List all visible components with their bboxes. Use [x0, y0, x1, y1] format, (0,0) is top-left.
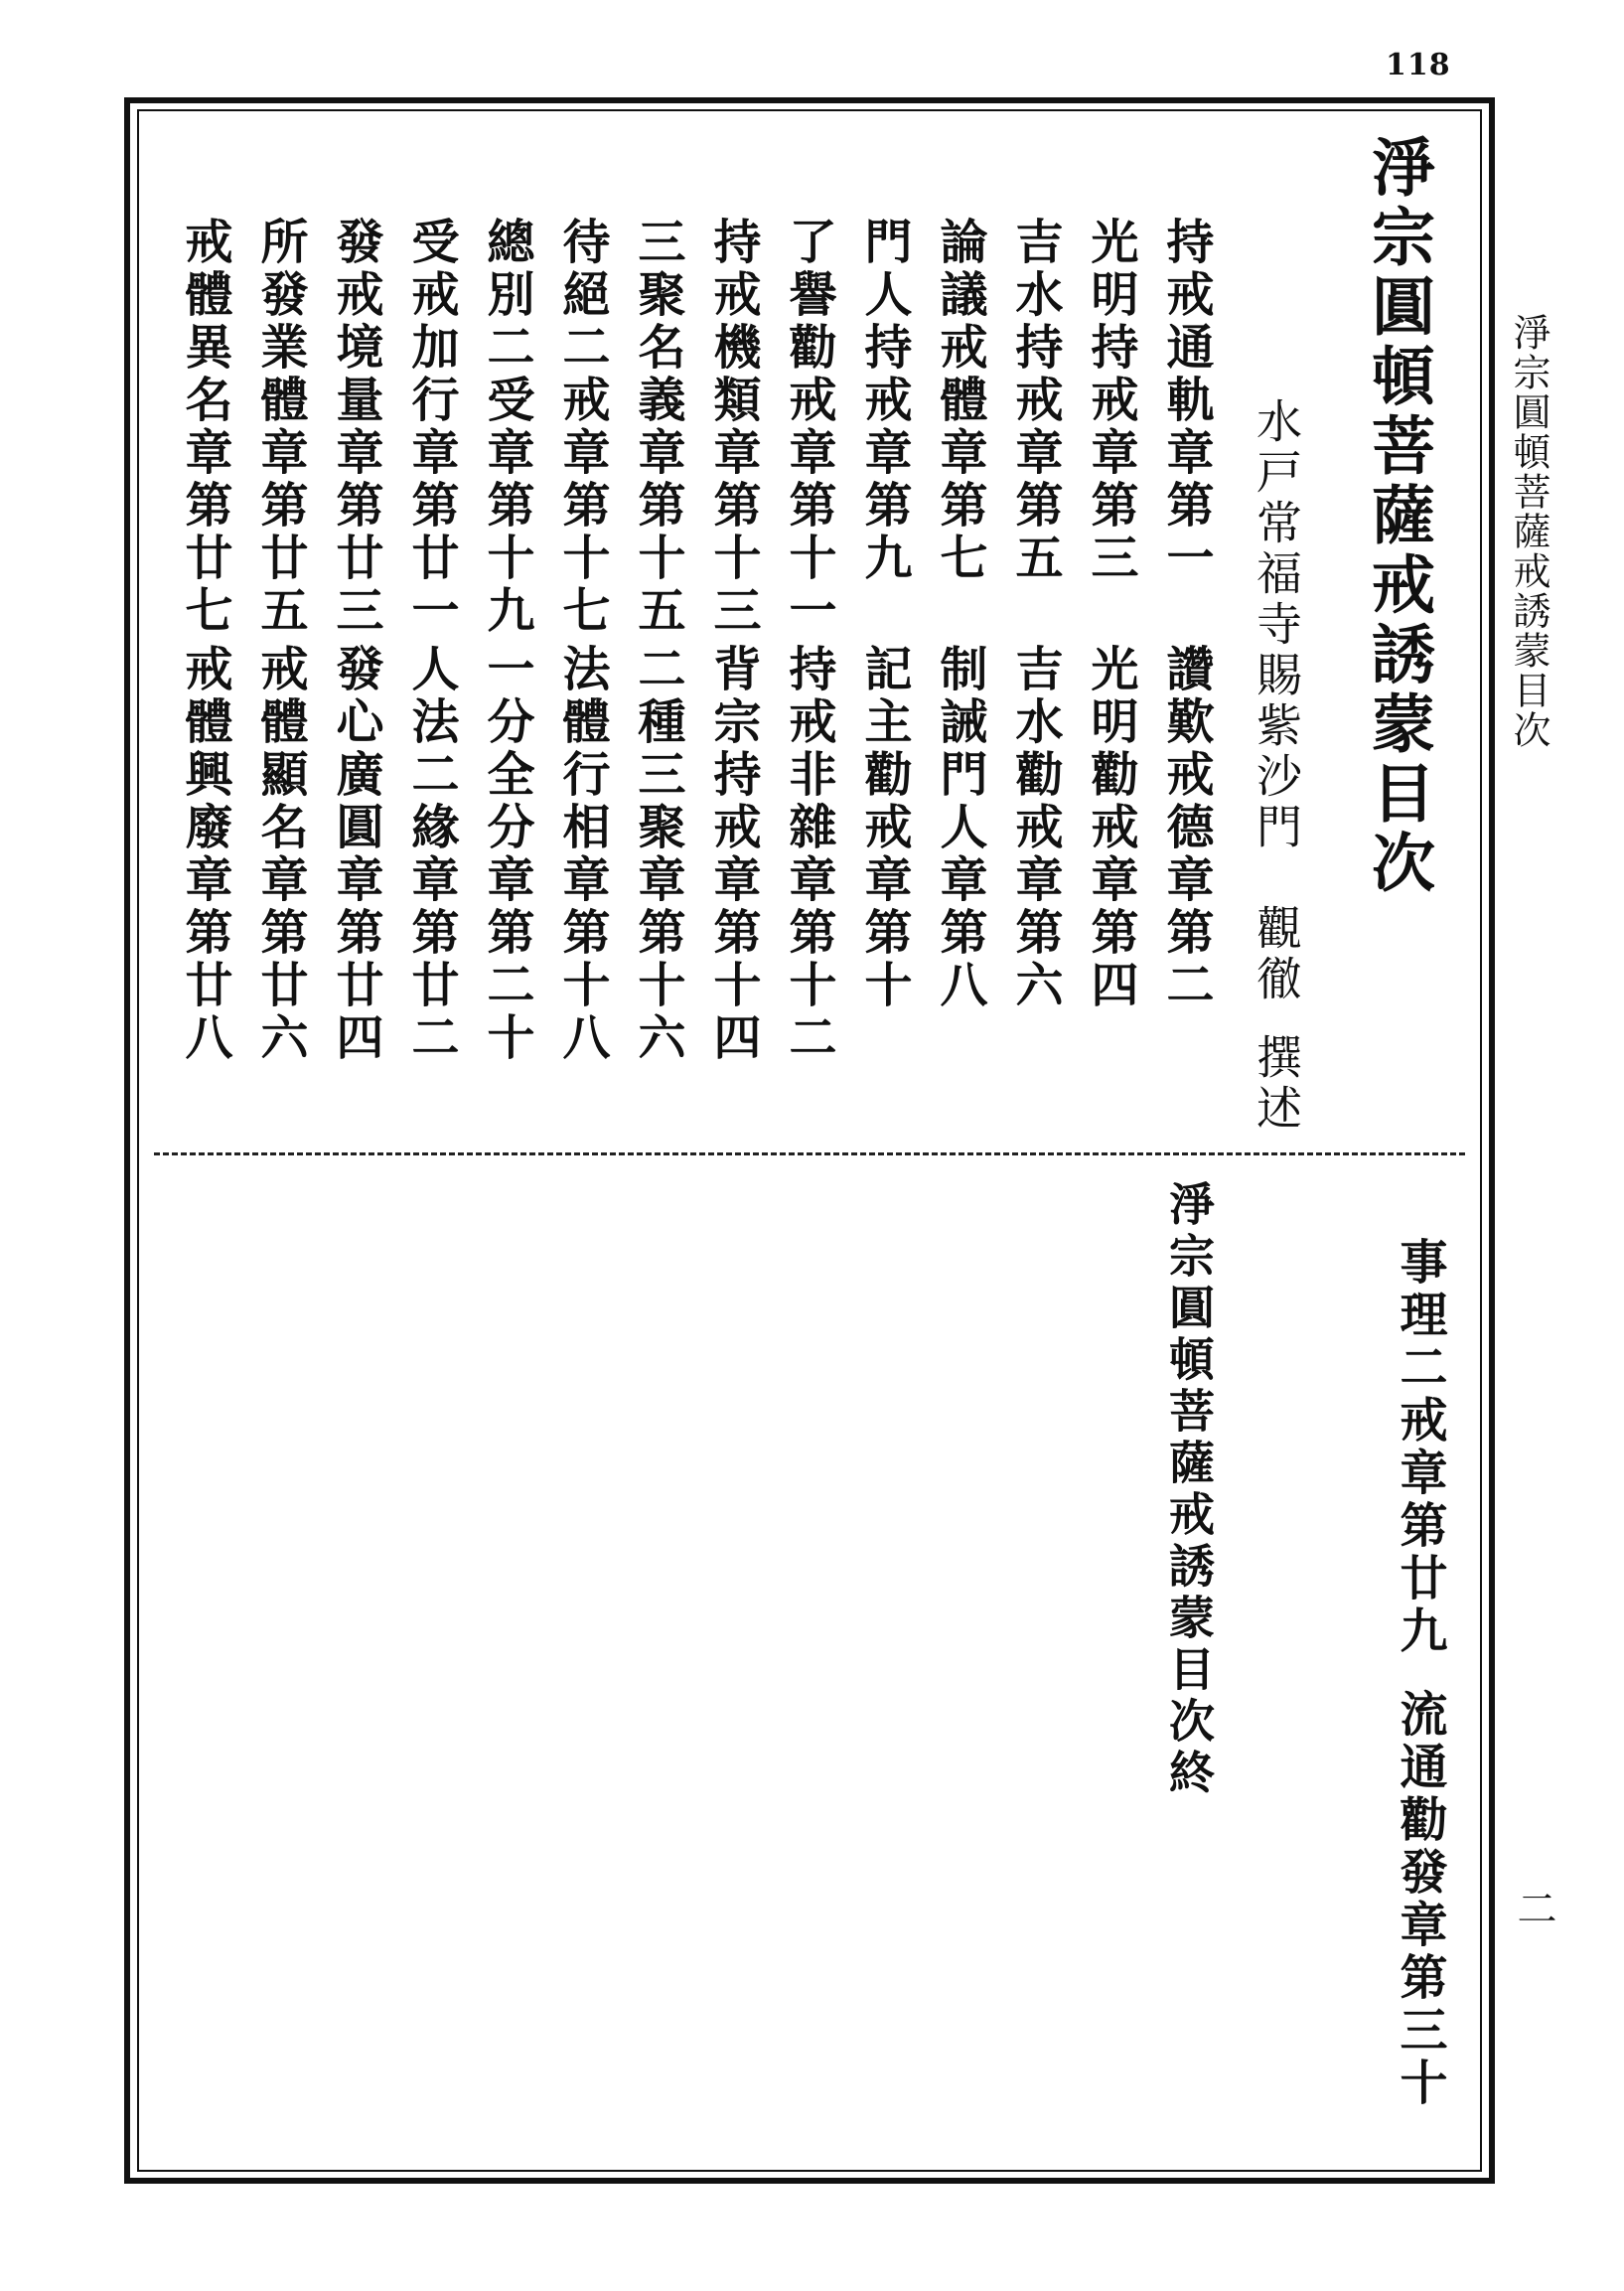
toc-entry: 背宗持戒章第十四: [705, 644, 761, 1065]
toc-entry: 吉水勸戒章第六: [1007, 644, 1063, 1012]
toc-entry: 人法二緣章第廿二: [403, 644, 459, 1065]
toc-entry: 流通勸發章第三十: [1392, 1689, 1447, 2110]
author-role: 撰述: [1250, 1033, 1303, 1135]
toc-entry: 論議戒體章第七: [932, 217, 987, 585]
toc-entry: 一分全分章第二十: [479, 644, 534, 1065]
toc-entry: 持戒通軌章第一: [1158, 217, 1214, 585]
toc-entry: 持戒機類章第十三: [705, 217, 761, 638]
toc-entry: 二種三聚章第十六: [630, 644, 685, 1065]
toc-entry: 所發業體章第廿五: [252, 217, 308, 638]
toc-entry: 光明持戒章第三: [1083, 217, 1138, 585]
toc-entry: 法體行相章第十八: [554, 644, 610, 1065]
toc-entry: 吉水持戒章第五: [1007, 217, 1063, 585]
toc-entry: 制誡門人章第八: [932, 644, 987, 1012]
toc-entry: 戒體顯名章第廿六: [252, 644, 308, 1065]
toc-entry: 記主勸戒章第十: [856, 644, 912, 1012]
document-title: 淨宗圓頓菩薩戒誘蒙目次: [1361, 134, 1435, 899]
toc-entry: 門人持戒章第九: [856, 217, 912, 585]
toc-entry: 事理二戒章第廿九: [1392, 1237, 1447, 1658]
toc-entry: 待絕二戒章第十七: [554, 217, 610, 638]
toc-entry: 讚歎戒德章第二: [1158, 644, 1214, 1012]
author-name: 水戸常福寺賜紫沙門 觀徹: [1250, 397, 1303, 1005]
toc-entry: 三聚名義章第十五: [630, 217, 685, 638]
margin-title: 淨宗圓頓菩薩戒誘蒙目次: [1507, 313, 1550, 750]
author-line: [1250, 397, 1303, 1135]
toc-entry: 戒體異名章第廿七: [177, 217, 232, 638]
toc-entry: 發心廣圓章第廿四: [328, 644, 383, 1065]
toc-entry: 了譽勸戒章第十一: [781, 217, 836, 638]
toc-entry: 受戒加行章第廿一: [403, 217, 459, 638]
toc-entry: 持戒非雜章第十二: [781, 644, 836, 1065]
toc-entry: 總別二受章第十九: [479, 217, 534, 638]
toc-entry: 光明勸戒章第四: [1083, 644, 1138, 1012]
toc-entry: 戒體興廢章第廿八: [177, 644, 232, 1065]
toc-entry: 發戒境量章第廿三: [328, 217, 383, 638]
page-divider: [154, 1152, 1465, 1155]
end-mark: 淨宗圓頓菩薩戒誘蒙目次終: [1162, 1180, 1216, 1800]
page-number: 118: [1386, 48, 1451, 82]
folio-number: 二: [1511, 1888, 1556, 1927]
